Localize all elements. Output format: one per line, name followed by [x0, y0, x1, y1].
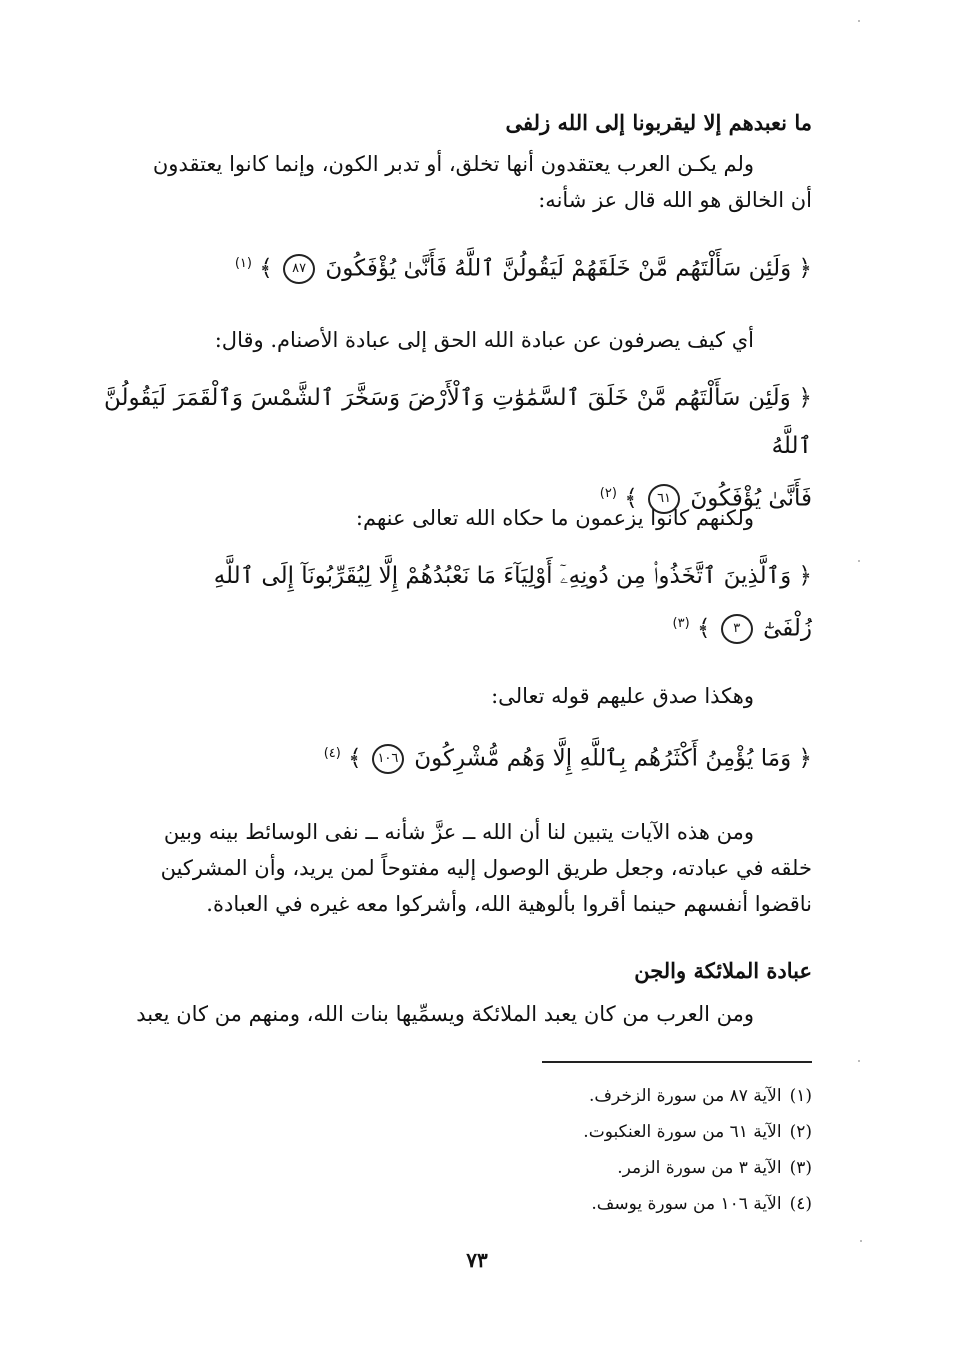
paragraph-4: وهكذا صدق عليهم قوله تعالى:: [491, 684, 754, 708]
paragraph-5-line-2: خلقه في عبادته، وجعل طريق الوصول إليه مفتوحاً لمن يريد، وأن المشركين: [160, 856, 812, 880]
footnote-number: (١): [789, 1086, 812, 1106]
ayah-number-marker: ٦١: [648, 484, 680, 514]
verse-close-bracket: ﴾: [348, 745, 362, 772]
footnote-item: [583, 1078, 812, 1114]
paragraph-5-line-1: ومن هذه الآيات يتبين لنا أن الله ــ عزَّ شأنه ــ نفى الوسائط بينه وبين: [163, 820, 754, 844]
paragraph-6: ومن العرب من كان يعبد الملائكة ويسمِّيها بنات الله، ومنهم من كان يعبد: [136, 1002, 754, 1026]
paragraph-1-line-2: أن الخالق هو الله قال عز شأنه:: [538, 188, 812, 212]
footnote-ref-1: (١): [234, 256, 252, 271]
footnote-ref-4: (٤): [323, 746, 341, 761]
footnote-text: الآية ٦١ من سورة العنكبوت.: [583, 1122, 782, 1142]
paragraph-2: أي كيف يصرفون عن عبادة الله الحق إلى عبادة الأصنام. وقال:: [214, 328, 754, 352]
footnotes: [583, 1078, 812, 1222]
page-number: ٧٣: [466, 1248, 488, 1272]
ayah-number-marker: ٣: [721, 614, 753, 644]
footnote-number: (٣): [789, 1158, 812, 1178]
ayah-number-marker: ١٠٦: [372, 744, 404, 774]
verse-2-line-1: ﴿ وَلَئِن سَأَلْتَهُم مَّنْ خَلَقَ ٱلسَّمَٰوَٰتِ وَٱلْأَرْضَ وَسَخَّرَ ٱلشَّمْسَ وَٱلْقَمَرَ لَيَقُولُنَّ ٱللَّهُ: [104, 385, 812, 459]
paragraph-5: [104, 814, 812, 922]
section-heading-1: ما نعبدهم إلا ليقربونا إلى الله زلفى: [505, 110, 812, 135]
verse-close-bracket: ﴾: [696, 615, 711, 642]
verse-3-line-2: [104, 600, 812, 653]
footnote-number: (٢): [789, 1122, 812, 1142]
footnote-ref-3: (٣): [672, 616, 690, 631]
verse-close-bracket: ﴾: [259, 255, 273, 282]
paragraph-3: ولكنهم كانوا يزعمون ما حكاه الله تعالى عنهم:: [355, 506, 754, 530]
footnote-text: الآية ٨٧ من سورة الزخرف.: [589, 1086, 782, 1106]
scan-speck: [860, 1240, 862, 1242]
verse-2-line-2-text: فَأَنَّىٰ يُؤْفَكُونَ: [690, 485, 812, 512]
verse-3-line-1: ﴿ وَٱلَّذِينَ ٱتَّخَذُوا۟ مِن دُونِهِۦٓ أَوْلِيَآءَ مَا نَعْبُدُهُمْ إِلَّا لِيُقَرِّبُونَآ إِلَى ٱللَّهِ: [213, 563, 812, 589]
scan-speck: [858, 560, 860, 562]
footnote-text: الآية ١٠٦ من سورة يوسف.: [591, 1194, 782, 1214]
footnote-ref-2: (٢): [599, 486, 617, 501]
verse-3: [104, 552, 812, 653]
verse-4-text: ﴿ وَمَا يُؤْمِنُ أَكْثَرُهُم بِٱللَّهِ إِلَّا وَهُم مُّشْرِكُونَ: [414, 745, 812, 772]
footnote-item: [583, 1150, 812, 1186]
paragraph-1-line-1: ولم يكـن العرب يعتقدون أنها تخلق، أو تدبر الكون، وإنما كانوا يعتقدون: [152, 152, 754, 176]
footnote-text: الآية ٣ من سورة الزمر.: [617, 1158, 782, 1178]
section-heading-2: عبادة الملائكة والجن: [634, 958, 812, 983]
footnote-item: [583, 1186, 812, 1222]
ayah-number-marker: ٨٧: [283, 254, 315, 284]
verse-4: [104, 730, 812, 783]
verse-1-text: ﴿ وَلَئِن سَأَلْتَهُم مَّنْ خَلَقَهُمْ لَيَقُولُنَّ ٱللَّهُ فَأَنَّىٰ يُؤْفَكُونَ: [325, 255, 812, 282]
footnote-number: (٤): [789, 1194, 812, 1214]
scan-speck: [858, 20, 860, 22]
verse-1: [104, 240, 812, 293]
scan-speck: [858, 1060, 860, 1062]
footnote-item: [583, 1114, 812, 1150]
verse-3-line-2-text: زُلْفَىٰٓ: [763, 615, 812, 642]
paragraph-5-line-3: ناقضوا أنفسهم حينما أقروا بألوهية الله، وأشركوا معه غيره في العبادة.: [206, 892, 812, 916]
paragraph-1: [104, 146, 812, 218]
verse-close-bracket: ﴾: [624, 485, 638, 512]
footnote-separator: [542, 1061, 812, 1063]
